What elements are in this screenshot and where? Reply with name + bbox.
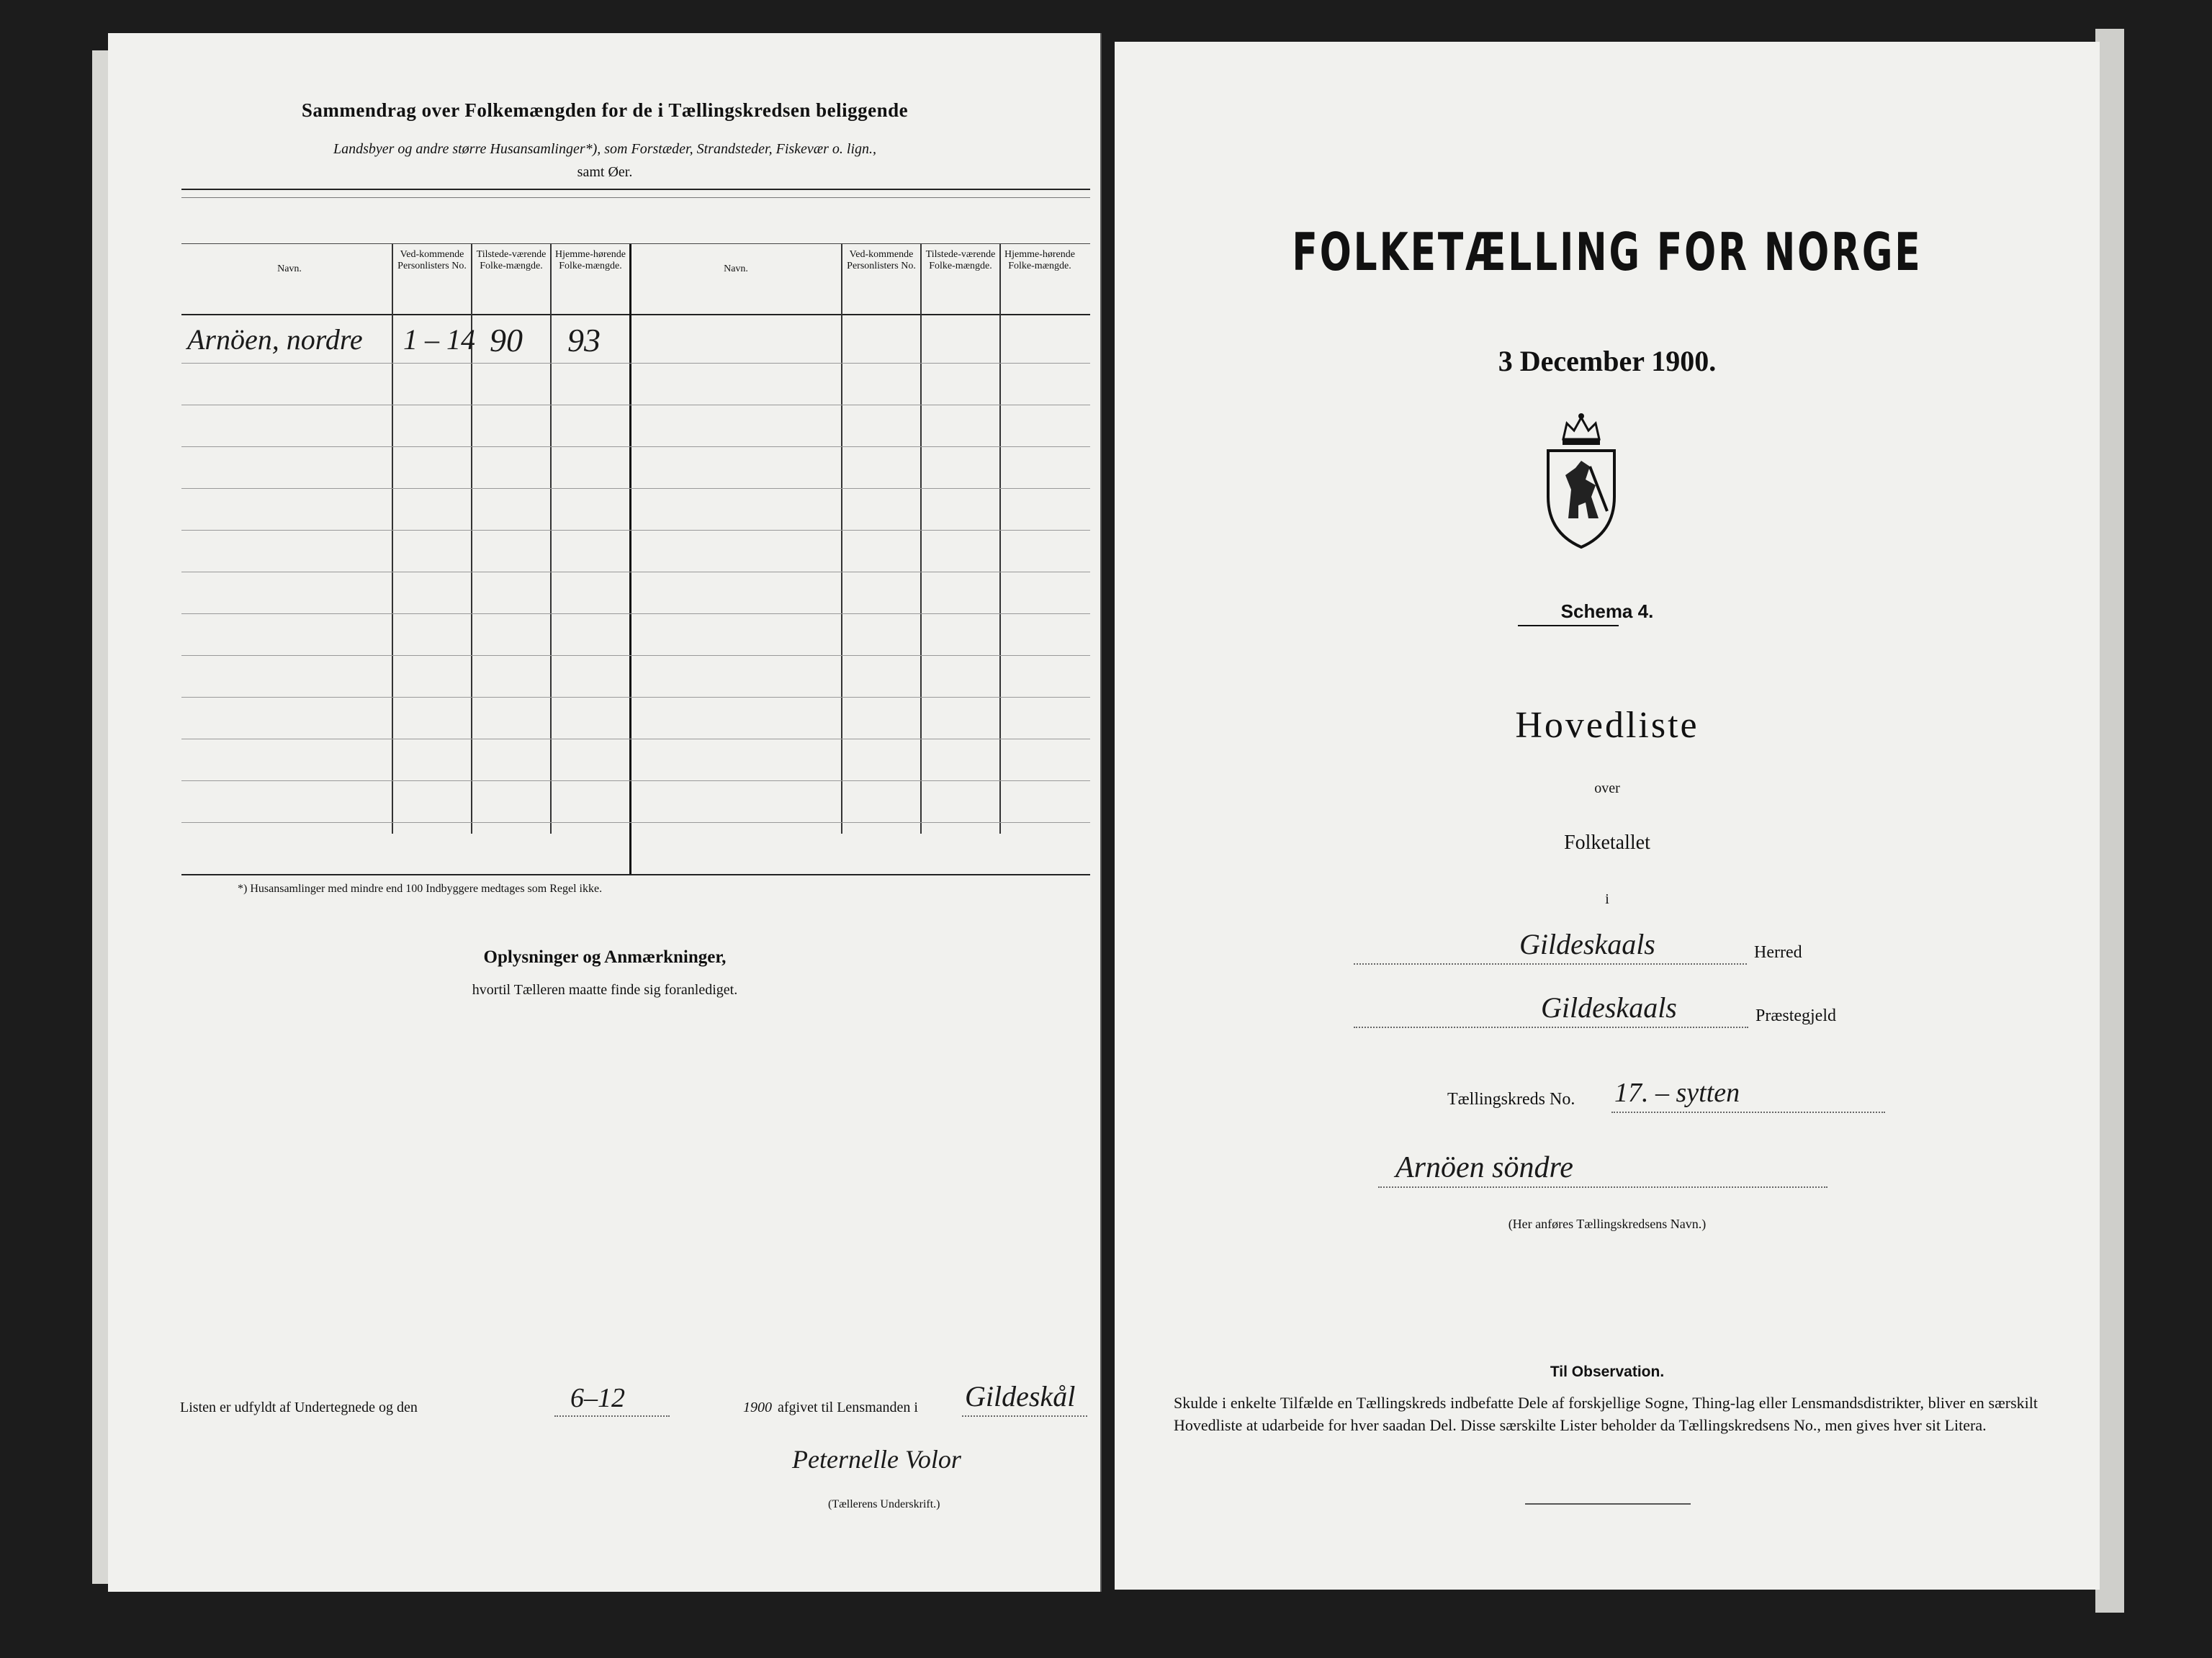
right-page bbox=[1115, 42, 2100, 1590]
schema-label: Schema 4. bbox=[1560, 600, 1654, 622]
krets-caption: (Her anføres Tællingskredsens Navn.) bbox=[1508, 1217, 1707, 1231]
table-row-rule bbox=[181, 613, 1090, 614]
summary-subtitle: Landsbyer og andre større Husansamlinger*), som Forstæder, Strandsteder, Fiskevær o. lign., bbox=[333, 141, 877, 157]
table-row-rule bbox=[181, 446, 1090, 447]
prestegjeld-dotline bbox=[1354, 1027, 1748, 1028]
summary-title: Sammendrag over Folkemængden for de i Tællingskredsen beliggende bbox=[301, 99, 909, 121]
row-navn: Arnöen, nordre bbox=[187, 323, 363, 356]
signoff-prefix: Listen er udfyldt af Undertegnede og den bbox=[180, 1400, 418, 1415]
col-head-hjemmehorende: Hjemme-hørende Folke-mængde. bbox=[555, 249, 626, 271]
krets-dotline bbox=[1611, 1112, 1885, 1113]
herred-field bbox=[1354, 927, 1872, 970]
notes-title: Oplysninger og Anmærkninger, bbox=[483, 947, 727, 967]
i-label: i bbox=[1605, 891, 1609, 907]
col-divider bbox=[550, 243, 552, 834]
col-divider bbox=[920, 243, 922, 834]
krets-name-dotline bbox=[1378, 1186, 1827, 1188]
col-head-navn: Navn. bbox=[277, 263, 302, 274]
over-label: over bbox=[1594, 780, 1620, 796]
date-dotline bbox=[554, 1415, 670, 1417]
signoff-date: 6–12 bbox=[570, 1383, 625, 1413]
enumerator-signature: Peternelle Volor bbox=[792, 1445, 961, 1474]
col-divider bbox=[841, 243, 842, 834]
census-date: 3 December 1900. bbox=[1498, 345, 1717, 377]
krets-field bbox=[1447, 1076, 1894, 1119]
col-head-personlister: Ved-kommende Personlisters No. bbox=[397, 249, 467, 271]
herred-value: Gildeskaals bbox=[1519, 928, 1655, 960]
row-hjemmehorende: 93 bbox=[567, 322, 601, 359]
signature-caption: (Tællerens Underskrift.) bbox=[828, 1498, 940, 1510]
bottom-rule bbox=[1525, 1503, 1691, 1505]
krets-name-field bbox=[1378, 1150, 1839, 1194]
schema-underline bbox=[1518, 625, 1619, 626]
observation-title: Til Observation. bbox=[1550, 1364, 1665, 1380]
page-stack-edge-right bbox=[2095, 29, 2124, 1613]
col-divider bbox=[392, 243, 393, 834]
table-top-rule bbox=[181, 189, 1090, 190]
prestegjeld-label: Præstegjeld bbox=[1755, 1006, 1836, 1025]
table-row-rule bbox=[181, 655, 1090, 656]
norway-coat-of-arms-icon bbox=[1538, 410, 1624, 554]
folketallet-label: Folketallet bbox=[1564, 832, 1650, 854]
summary-subtitle-2: samt Øer. bbox=[577, 164, 633, 180]
col-divider bbox=[999, 243, 1001, 834]
observation-text: Skulde i enkelte Tilfælde en Tællingskreds indbefatte Dele af forskjellige Sogne, Thing-lag eller Lensmandsdistrikter, bliver en særskilt Hovedliste at udarbeide for hver saadan Del. Disse særskilte Lister beholder da Tællingskredsens No., men gives hver sit Litera. bbox=[1174, 1394, 2038, 1434]
table-row-rule bbox=[181, 697, 1090, 698]
header-top-rule bbox=[181, 243, 1090, 244]
krets-value: 17. – sytten bbox=[1614, 1078, 1740, 1108]
table-top-rule-2 bbox=[181, 197, 1090, 198]
summary-table bbox=[181, 189, 1090, 877]
census-title: FOLKETÆLLING FOR NORGE bbox=[1292, 222, 1923, 282]
table-row-rule bbox=[181, 488, 1090, 489]
signoff-middle: afgivet til Lensmanden i bbox=[778, 1400, 918, 1415]
col-divider-center bbox=[629, 243, 631, 874]
signoff-place: Gildeskål bbox=[965, 1380, 1076, 1413]
col-head-tilstedevaerende: Tilstede-værende Folke-mængde. bbox=[476, 249, 547, 271]
table-row-rule bbox=[181, 780, 1090, 781]
col-head-hjemmehorende-right: Hjemme-hørende Folke-mængde. bbox=[1004, 249, 1075, 271]
herred-label: Herred bbox=[1754, 943, 1802, 962]
hovedliste-heading: Hovedliste bbox=[1515, 705, 1699, 746]
table-bottom-rule bbox=[181, 874, 1090, 875]
col-head-navn-right: Navn. bbox=[724, 263, 748, 274]
notes-subtitle: hvortil Tælleren maatte finde sig foranlediget. bbox=[472, 982, 738, 998]
col-head-personlister-right: Ved-kommende Personlisters No. bbox=[847, 249, 916, 271]
table-row-rule bbox=[181, 822, 1090, 823]
place-dotline bbox=[962, 1415, 1087, 1417]
table-row-rule bbox=[181, 530, 1090, 531]
footnote: *) Husansamlinger med mindre end 100 Indbyggere medtages som Regel ikke. bbox=[238, 883, 603, 895]
table-header-rule bbox=[181, 314, 1090, 315]
krets-label: Tællingskreds No. bbox=[1447, 1090, 1575, 1109]
herred-dotline bbox=[1354, 963, 1747, 965]
row-personlister: 1 – 14 bbox=[403, 323, 475, 356]
signoff-line bbox=[180, 1380, 1087, 1430]
signoff-year: 1900 bbox=[743, 1400, 772, 1415]
krets-name: Arnöen söndre bbox=[1395, 1151, 1573, 1184]
prestegjeld-field bbox=[1354, 991, 1901, 1034]
prestegjeld-value: Gildeskaals bbox=[1541, 991, 1677, 1024]
left-page bbox=[108, 33, 1102, 1592]
table-row-rule bbox=[181, 363, 1090, 364]
row-tilstedevaerende: 90 bbox=[490, 322, 523, 359]
col-head-tilstedevaerende-right: Tilstede-værende Folke-mængde. bbox=[925, 249, 996, 271]
